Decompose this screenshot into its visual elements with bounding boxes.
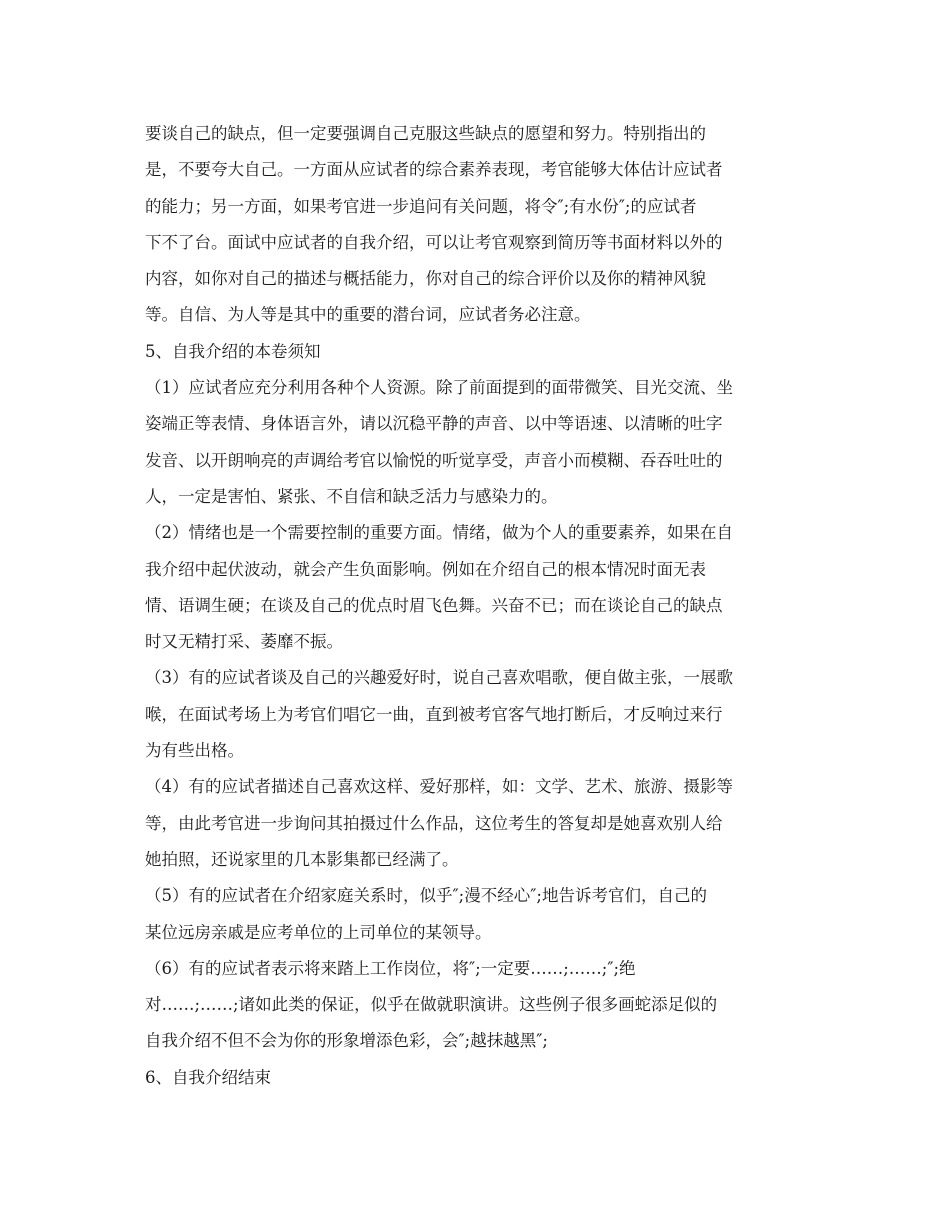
text-line: （5）有的应试者在介绍家庭关系时，似乎″;漫不经心″;地告诉考官们，自己的 <box>145 886 707 906</box>
text-line: 等。自信、为人等是其中的重要的潜台词，应试者务必注意。 <box>145 305 591 325</box>
text-line: （3）有的应试者谈及自己的兴趣爱好时，说自己喜欢唱歌，便自做主张，一展歌 <box>145 668 733 688</box>
text-line: （1）应试者应充分利用各种个人资源。除了前面提到的面带微笑、目光交流、坐 <box>145 378 733 398</box>
text-line: 发音、以开朗响亮的声调给考官以愉悦的听觉享受，声音小而模糊、吞吞吐吐的 <box>145 450 723 470</box>
text-line: 某位远房亲戚是应考单位的上司单位的某领导。 <box>145 922 492 942</box>
text-line: 自我介绍不但不会为你的形象增添色彩，会″;越抹越黑″; <box>145 1031 548 1051</box>
text-line: 对……;……;诸如此类的保证，似乎在做就职演讲。这些例子很多画蛇添足似的 <box>145 995 718 1015</box>
text-line: 时又无精打采、萎靡不振。 <box>145 632 343 652</box>
text-line: 情、语调生硬；在谈及自己的优点时眉飞色舞。兴奋不已；而在谈论自己的缺点 <box>145 595 723 615</box>
text-line: 喉，在面试考场上为考官们唱它一曲，直到被考官客气地打断后，才反响过来行 <box>145 704 723 724</box>
text-line: 的能力；另一方面，如果考官进一步追问有关问题，将令″;有水份″;的应试者 <box>145 196 697 216</box>
text-line: （2）情绪也是一个需要控制的重要方面。情绪，做为个人的重要素养，如果在自 <box>145 523 733 543</box>
section-heading: 6、自我介绍结束 <box>145 1067 271 1087</box>
text-line: 她拍照，还说家里的几本影集都已经满了。 <box>145 849 459 869</box>
text-line: （6）有的应试者表示将来踏上工作岗位，将″;一定要……;……;″;绝 <box>145 958 636 978</box>
text-line: 是，不要夸大自己。一方面从应试者的综合素养表现，考官能够大体估计应试者 <box>145 160 723 180</box>
text-line: 人，一定是害怕、紧张、不自信和缺乏活力与感染力的。 <box>145 486 558 506</box>
body-text <box>145 116 810 1096</box>
text-line: 内容，如你对自己的描述与概括能力，你对自己的综合评价以及你的精神风貌 <box>145 269 706 289</box>
text-line: 下不了台。面试中应试者的自我介绍，可以让考官观察到简历等书面材料以外的 <box>145 232 723 252</box>
text-line: 为有些出格。 <box>145 741 244 761</box>
text-line: 我介绍中起伏波动，就会产生负面影响。例如在介绍自己的根本情况时面无表 <box>145 559 706 579</box>
section-heading: 5、自我介绍的本卷须知 <box>145 341 321 361</box>
text-line: 等，由此考官进一步询问其拍摄过什么作品，这位考生的答复却是她喜欢别人给 <box>145 813 723 833</box>
text-line: （4）有的应试者描述自己喜欢这样、爱好那样，如：文学、艺术、旅游、摄影等 <box>145 777 733 797</box>
text-line: 姿端正等表情、身体语言外，请以沉稳平静的声音、以中等语速、以清晰的吐字 <box>145 414 723 434</box>
text-line: 要谈自己的缺点，但一定要强调自己克服这些缺点的愿望和努力。特别指出的 <box>145 124 706 143</box>
